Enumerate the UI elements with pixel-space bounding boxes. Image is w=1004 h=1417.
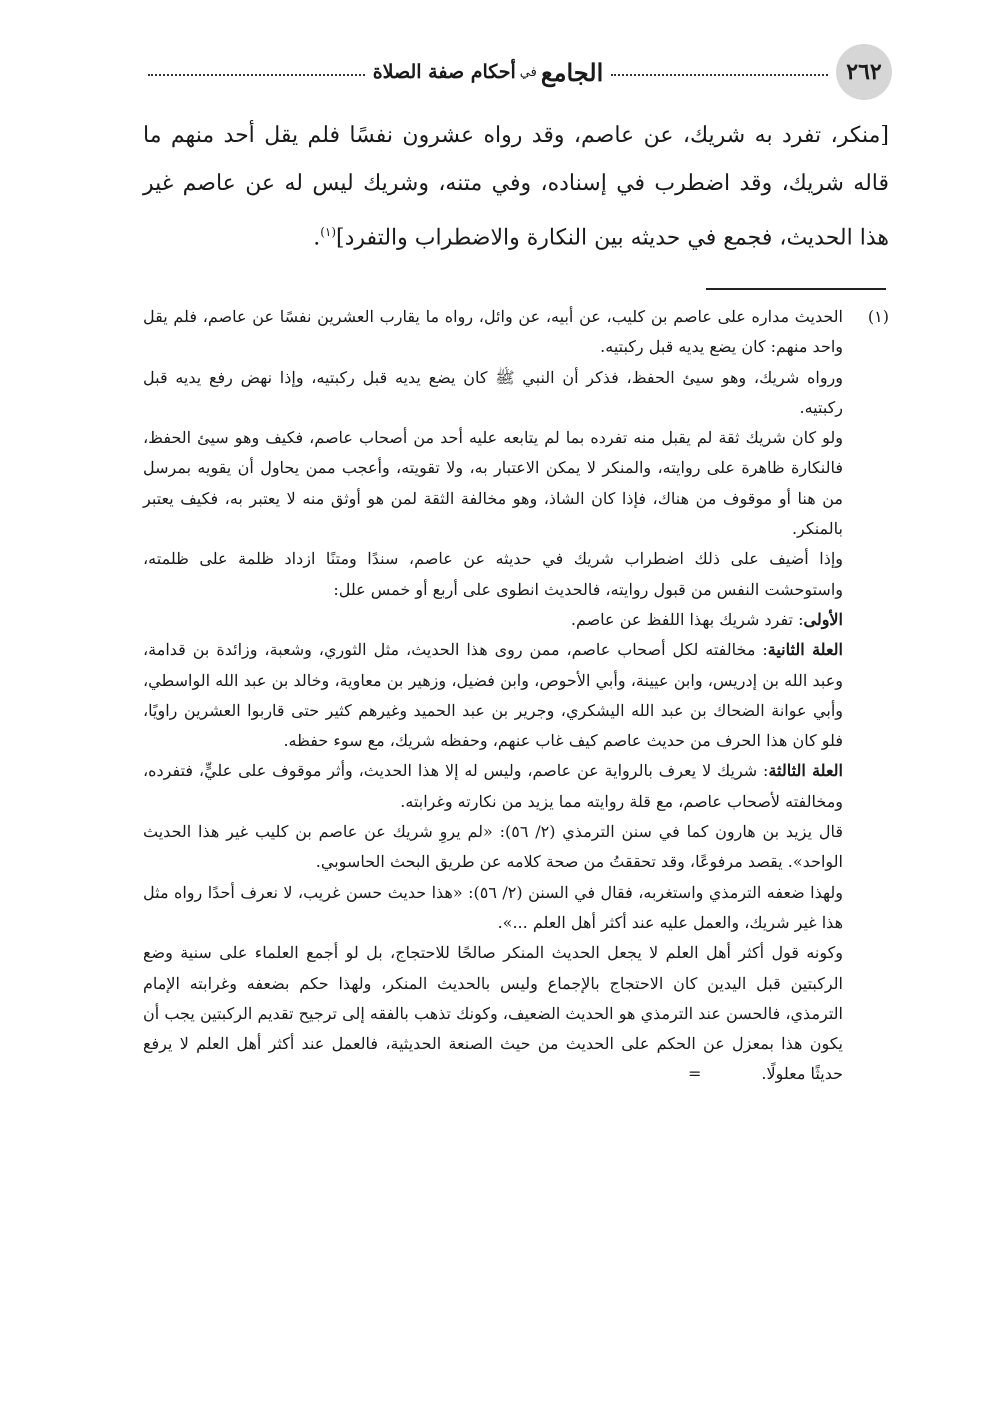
- illness-text-third: : شريك لا يعرف بالرواية عن عاصم، وليس له إلا هذا الحديث، وأثر موقوف على عليٍّ، فتفرده، ومخالفته لأصحاب عاصم، مع قلة روايته مما يزيد من نكارته وغرابته.: [143, 761, 843, 811]
- illness-text-second: : مخالفته لكل أصحاب عاصم، ممن روى هذا الحديث، مثل الثوري، وشعبة، وزائدة بن قدامة، وعبد الله بن إدريس، وابن عيينة، وأبي الأحوص، وابن فضيل، وزهير بن معاوية، وخالد بن عبد الله الواسطي، وأبي عوانة الضحاك بن عبد الله اليشكري، وجرير بن عبد الحميد وغيرهم كثير حتى قاربوا العشرين راويًا، فلو كان هذا الحرف من حديث عاصم كيف غاب عنهم، وحفظه شريك، مع سوء حفظه.: [143, 640, 843, 751]
- illness-text-first: : تفرد شريك بهذا اللفظ عن عاصم.: [570, 609, 804, 629]
- footnote-number: (١): [867, 307, 889, 326]
- book-title-sub: أحكام صفة الصلاة: [372, 61, 516, 83]
- page-number: ٢٦٢: [836, 44, 892, 100]
- footnote-paragraph: ولو كان شريك ثقة لم يقبل منه تفرده بما لم يتابعه عليه أحد من أصحاب عاصم، فكيف وهو سيئ الحفظ، فالنكارة ظاهرة على روايته، والمنكر لا يمكن الاعتبار به، ولا تقويته، وأعجب ممن يحاول أن يقويه بمرسل من هنا أو موقوف من هناك، فإذا كان الشاذ، وهو مخالفة الثقة لمن هو أوثق منه لا يعتبر به، فكيف يعتبر بالمنكر.: [143, 428, 843, 539]
- book-title-main: الجامع: [540, 57, 604, 87]
- footnote-last-text: وكونه قول أكثر أهل العلم لا يجعل الحديث المنكر صالحًا للاحتجاج، بل لو أجمع العلماء على سنية وضع الركبتين قبل اليدين كان الاحتجاج بالإجماع وليس بالحديث المنكر، ولهذا حكم بضعفه وغرابته الإمام الترمذي، فالحسن عند الترمذي هو الحديث الضعيف، وكونك تذهب بالفقه إلى ترجيح تقديم الركبتين يجب أن يكون هذا بمعزل عن الحكم على الحديث من حيث الصنعة الحديثية، فالعمل عند أكثر أهل العلم لا يرفع حديثًا معلولًا.: [143, 943, 844, 1084]
- footnote-separator: [706, 288, 886, 290]
- page-header: [140, 44, 892, 100]
- footnote-paragraph: وإذا أضيف على ذلك اضطراب شريك في حديثه عن عاصم، سندًا ومتنًا ازداد ظلمة على ظلمته، واستوحشت النفس من قبول روايته، فالحديث انطوى على أربع أو خمس علل:: [143, 549, 843, 599]
- footnote-paragraph: [143, 635, 843, 756]
- footnote-paragraph: [143, 605, 843, 635]
- footnote-reference[interactable]: (١): [320, 225, 337, 239]
- footnote-paragraph: قال يزيد بن هارون كما في سنن الترمذي (٢/ ٥٦): «لم يروِ شريك عن عاصم بن كليب غير هذا الحديث الواحد». يقصد مرفوعًا، وقد تحققتُ من صحة كلامه عن طريق البحث الحاسوبي.: [143, 822, 843, 872]
- book-title-preposition: في: [519, 64, 537, 80]
- footnote-item: [143, 302, 889, 1090]
- main-paragraph: [143, 112, 889, 262]
- footnote-paragraph: [143, 938, 843, 1089]
- header-dotted-leader-left: [148, 74, 365, 76]
- footnote-paragraph: ولهذا ضعفه الترمذي واستغربه، فقال في السنن (٢/ ٥٦): «هذا حديث حسن غريب، لا نعرف أحدًا رواه مثل هذا غير شريك، والعمل عليه عند أكثر أهل العلم ...».: [143, 882, 843, 932]
- footnote-paragraph: الحديث مداره على عاصم بن كليب، عن أبيه، عن وائل، رواه ما يقارب العشرين نفسًا عن عاصم، فلم يقل واحد منهم: كان يضع يديه قبل ركبتيه.: [143, 307, 844, 357]
- illness-label-second: العلة الثانية: [767, 640, 843, 660]
- illness-label-third: العلة الثالثة: [768, 761, 843, 781]
- header-dotted-leader-right: [611, 74, 828, 76]
- footnote-section: [143, 302, 889, 1090]
- main-paragraph-end: .: [313, 225, 321, 251]
- main-paragraph-text: [منكر، تفرد به شريك، عن عاصم، وقد رواه عشرون نفسًا فلم يقل أحد منهم ما قاله شريك، وقد اضطرب في إسناده، وفي متنه، وشريك ليس له عن عاصم غير هذا الحديث، فجمع في حديثه بين النكارة والاضطراب والتفرد]: [143, 123, 889, 251]
- illness-label-first: الأولى: [803, 609, 843, 629]
- footnote-paragraph: [143, 756, 843, 817]
- footnote-body: [143, 302, 843, 1090]
- continuation-mark: =: [688, 1064, 702, 1084]
- footnote-paragraph: ورواه شريك، وهو سيئ الحفظ، فذكر أن النبي ﷺ كان يضع يديه قبل ركبتيه، وإذا نهض رفع يديه قبل ركبتيه.: [143, 367, 844, 417]
